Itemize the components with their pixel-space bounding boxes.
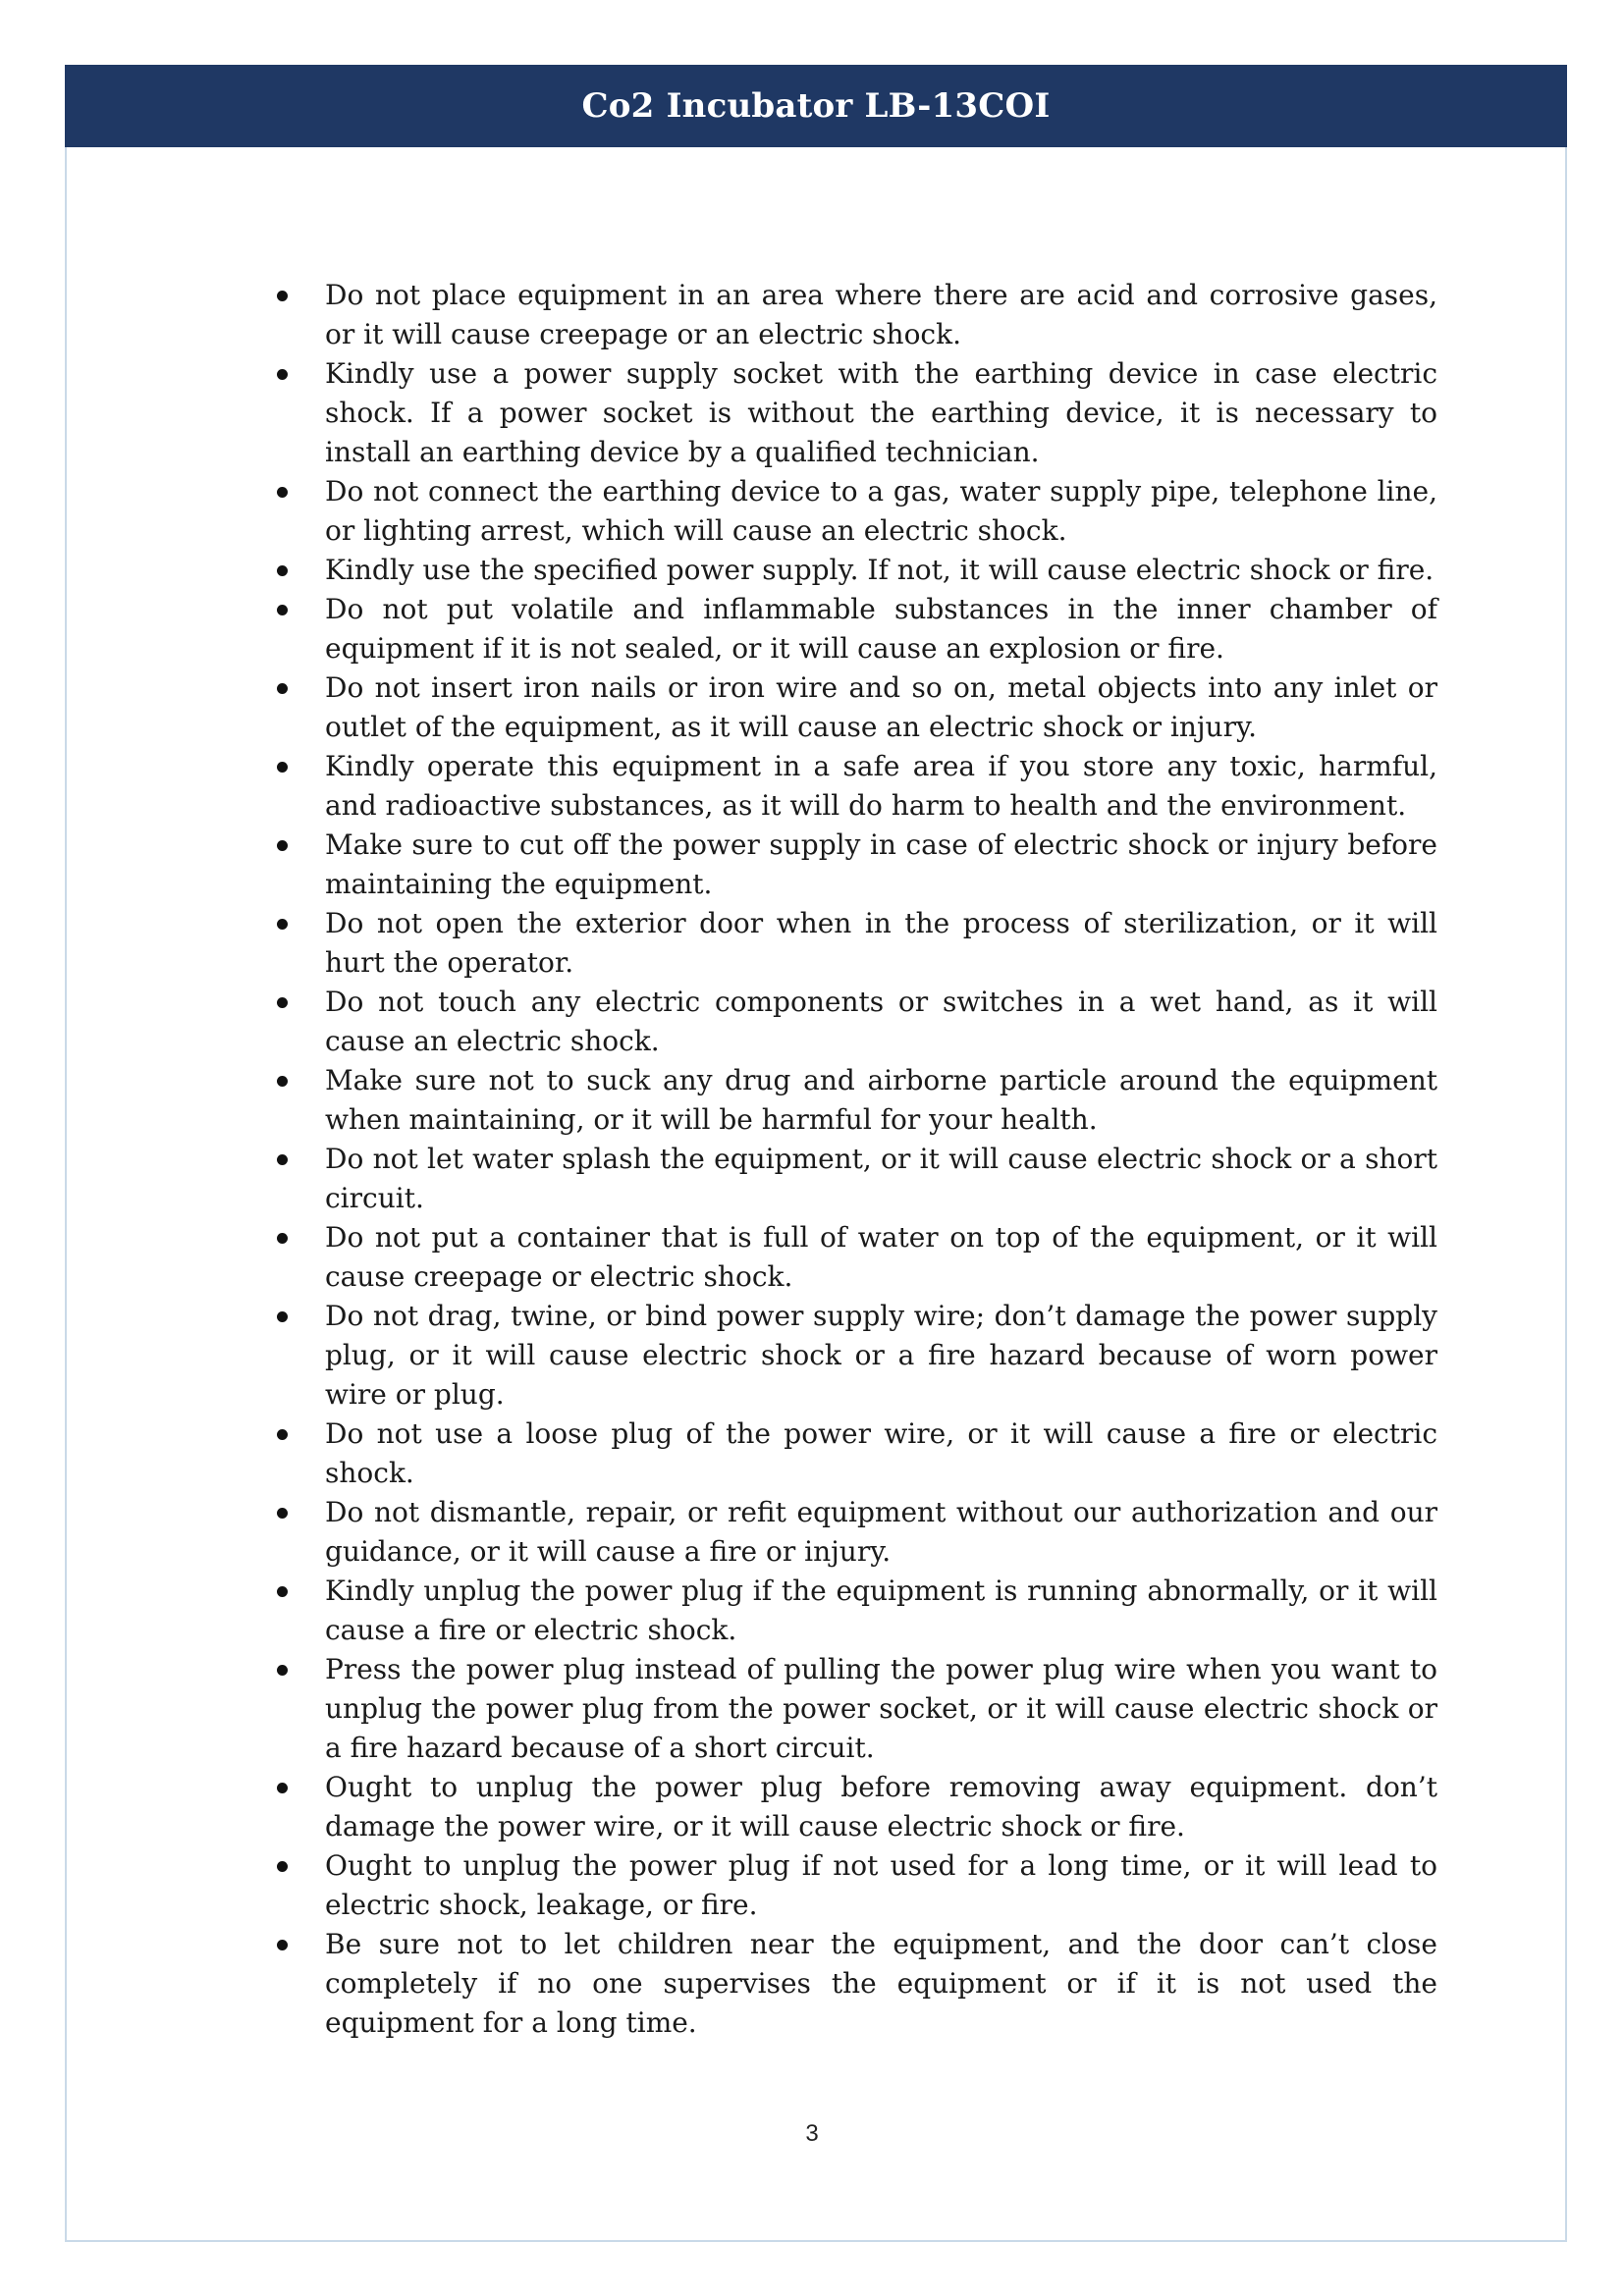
bullet-icon: [277, 1508, 288, 1519]
bullet-icon: [277, 683, 288, 694]
safety-item: [273, 1572, 1437, 1650]
bullet-icon: [277, 369, 288, 380]
bullet-icon: [277, 1861, 288, 1872]
bullet-icon: [277, 919, 288, 930]
bullet-icon: [277, 1154, 288, 1165]
safety-item: [273, 276, 1437, 354]
safety-item-text: Make sure not to suck any drug and airborne particle around the equipment when maintaining, or it will be harmful for your health.: [325, 1064, 1437, 1136]
safety-item-text: Do not insert iron nails or iron wire and so on, metal objects into any inlet or outlet of the equipment, as it will cause an electric shock or injury.: [325, 671, 1437, 743]
safety-item-text: Kindly operate this equipment in a safe area if you store any toxic, harmful, and radioactive substances, as it will do harm to health and the environment.: [325, 750, 1437, 822]
bullet-icon: [277, 840, 288, 851]
safety-item-text: Press the power plug instead of pulling the power plug wire when you want to unplug the power plug from the power socket, or it will cause electric shock or a fire hazard because of a short circuit.: [325, 1653, 1437, 1764]
header-bar: [65, 65, 1567, 147]
safety-item-text: Do not place equipment in an area where there are acid and corrosive gases, or it will cause creepage or an electric shock.: [325, 279, 1437, 350]
bullet-icon: [277, 1429, 288, 1440]
safety-item-text: Ought to unplug the power plug before removing away equipment. don’t damage the power wire, or it will cause electric shock or fire.: [325, 1771, 1437, 1842]
bullet-icon: [277, 1783, 288, 1793]
bullet-icon: [277, 1665, 288, 1676]
bullet-icon: [277, 1076, 288, 1087]
document-title: Co2 Incubator LB-13COI: [581, 86, 1051, 126]
bullet-icon: [277, 1233, 288, 1244]
safety-item-text: Kindly unplug the power plug if the equipment is running abnormally, or it will cause a fire or electric shock.: [325, 1575, 1437, 1646]
bullet-icon: [277, 1586, 288, 1597]
bullet-icon: [277, 565, 288, 576]
bullet-icon: [277, 487, 288, 498]
safety-item-text: Ought to unplug the power plug if not used for a long time, or it will lead to electric shock, leakage, or fire.: [325, 1849, 1437, 1921]
safety-item-text: Kindly use the specified power supply. If not, it will cause electric shock or fire.: [325, 554, 1435, 586]
bullet-icon: [277, 1940, 288, 1950]
safety-item: [273, 826, 1437, 904]
bullet-icon: [277, 762, 288, 773]
bullet-icon: [277, 1311, 288, 1322]
safety-item: [273, 354, 1437, 472]
safety-item: [273, 551, 1437, 590]
page-number: 3: [805, 2120, 819, 2147]
safety-item-text: Do not use a loose plug of the power wire, or it will cause a fire or electric shock.: [325, 1417, 1437, 1489]
safety-item: [273, 904, 1437, 983]
safety-item: [273, 983, 1437, 1061]
safety-item: [273, 590, 1437, 668]
safety-item: [273, 1650, 1437, 1768]
safety-item: [273, 1140, 1437, 1218]
safety-item-text: Do not drag, twine, or bind power supply wire; don’t damage the power supply plug, or it will cause electric shock or a fire hazard because of worn power wire or plug.: [325, 1300, 1437, 1411]
bullet-icon: [277, 997, 288, 1008]
safety-item: [273, 1925, 1437, 2043]
safety-item-text: Do not open the exterior door when in the process of sterilization, or it will hurt the operator.: [325, 907, 1437, 979]
safety-item-text: Do not touch any electric components or switches in a wet hand, as it will cause an electric shock.: [325, 986, 1437, 1057]
safety-item-text: Do not connect the earthing device to a gas, water supply pipe, telephone line, or lighting arrest, which will cause an electric shock.: [325, 475, 1437, 547]
safety-item-text: Be sure not to let children near the equipment, and the door can’t close completely if no one supervises the equipment or if it is not used the equipment for a long time.: [325, 1928, 1437, 2039]
safety-item-text: Do not let water splash the equipment, or it will cause electric shock or a short circuit.: [325, 1143, 1437, 1214]
safety-item-text: Do not dismantle, repair, or refit equipment without our authorization and our guidance, or it will cause a fire or injury.: [325, 1496, 1437, 1568]
safety-item-text: Make sure to cut off the power supply in case of electric shock or injury before maintaining the equipment.: [325, 828, 1437, 900]
safety-item: [273, 1415, 1437, 1493]
bullet-icon: [277, 291, 288, 301]
safety-item: [273, 1846, 1437, 1925]
safety-item: [273, 1218, 1437, 1297]
safety-item-text: Do not put a container that is full of water on top of the equipment, or it will cause creepage or electric shock.: [325, 1221, 1437, 1293]
safety-item: [273, 668, 1437, 747]
safety-item: [273, 1297, 1437, 1415]
safety-item: [273, 1493, 1437, 1572]
safety-item: [273, 472, 1437, 551]
safety-bullet-list: [273, 276, 1437, 2043]
safety-item-text: Kindly use a power supply socket with the earthing device in case electric shock. If a power socket is without the earthing device, it is necessary to install an earthing device by a qualified technician.: [325, 357, 1437, 468]
safety-item: [273, 1768, 1437, 1846]
safety-item-text: Do not put volatile and inflammable substances in the inner chamber of equipment if it is not sealed, or it will cause an explosion or fire.: [325, 593, 1437, 665]
safety-item: [273, 1061, 1437, 1140]
bullet-icon: [277, 605, 288, 615]
safety-item: [273, 747, 1437, 826]
